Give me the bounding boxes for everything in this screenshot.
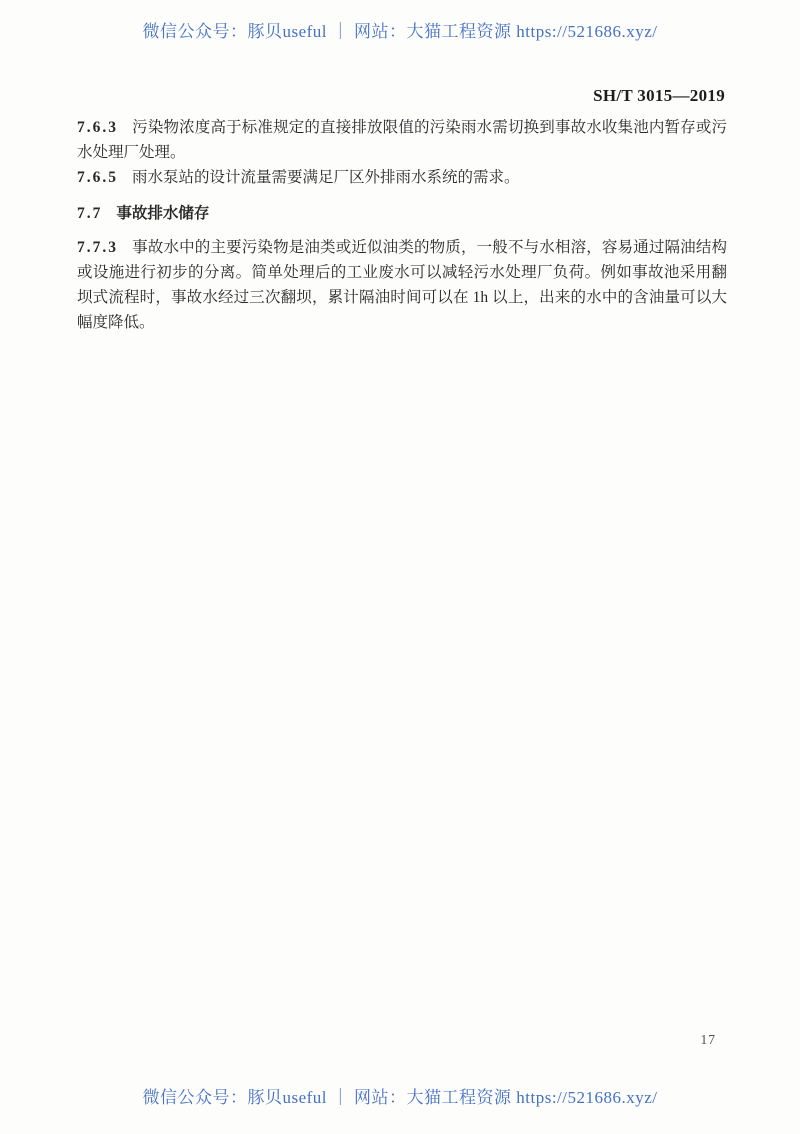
clause-number: 7.7.3 <box>77 239 118 256</box>
page-number-value: 17 <box>700 1032 716 1047</box>
clause-text: 事故水中的主要污染物是油类或近似油类的物质，一般不与水相溶，容易通过隔油结构或设施进行初步的分离。简单处理后的工业废水可以减轻污水处理厂负荷。例如事故池采用翻坝式流程时，事故水经过三次翻坝，累计隔油时间可以在 1h 以上，出来的水中的含油量可以大幅度降低。 <box>77 239 727 331</box>
watermark-bottom <box>0 1083 800 1108</box>
clause-7-6-3 <box>77 115 727 165</box>
doc-number: SH/T 3015—2019 <box>593 86 725 105</box>
clause-text: 雨水泵站的设计流量需要满足厂区外排雨水系统的需求。 <box>132 169 520 186</box>
section-heading-7-7 <box>77 201 727 226</box>
clause-number: 7.6.5 <box>77 169 118 186</box>
clause-number: 7.6.3 <box>77 119 118 136</box>
document-body <box>77 115 727 335</box>
page-number <box>701 1032 717 1048</box>
clause-7-6-5 <box>77 165 727 190</box>
watermark-top-text: 微信公众号：豚贝useful ｜ 网站：大猫工程资源 https://521686.xyz/ <box>142 22 658 41</box>
clause-number: 7.7 <box>77 205 103 222</box>
clause-7-7-3 <box>77 235 727 335</box>
section-heading-text: 事故排水储存 <box>116 205 210 222</box>
page-header <box>77 86 725 106</box>
watermark-top <box>0 17 800 42</box>
watermark-bottom-text: 微信公众号：豚贝useful ｜ 网站：大猫工程资源 https://521686.xyz/ <box>142 1088 658 1107</box>
clause-text: 污染物浓度高于标准规定的直接排放限值的污染雨水需切换到事故水收集池内暂存或污水处理厂处理。 <box>77 119 727 161</box>
